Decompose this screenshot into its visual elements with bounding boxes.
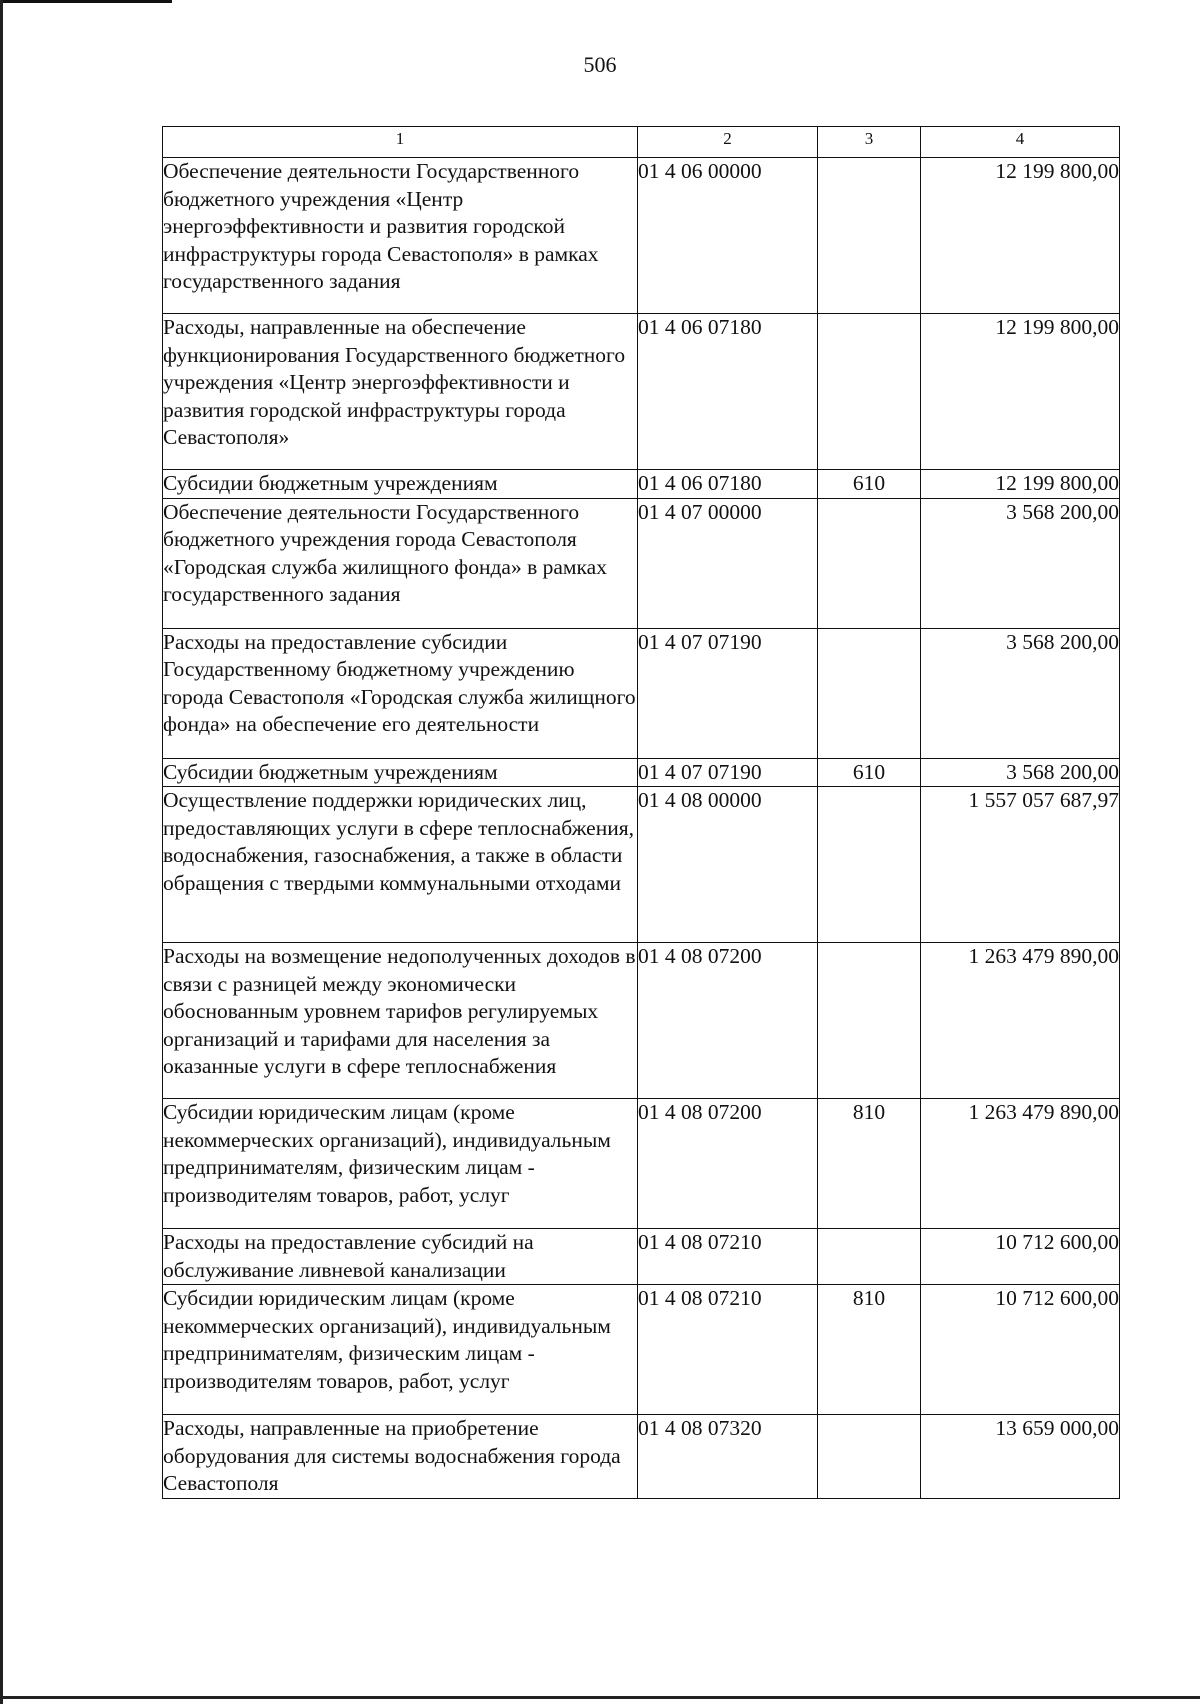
row-type-cell: 610 (818, 470, 921, 499)
row-sum-cell: 13 659 000,00 (921, 1415, 1120, 1499)
row-type-cell (818, 314, 921, 470)
row-name-cell: Расходы, направленные на приобретение оборудования для системы водоснабжения города Севастополя (163, 1415, 638, 1499)
row-code-cell: 01 4 07 00000 (638, 498, 818, 628)
row-sum-cell: 12 199 800,00 (921, 158, 1120, 314)
table-header (163, 127, 1120, 158)
row-code-cell: 01 4 08 07320 (638, 1415, 818, 1499)
table-row (163, 498, 1120, 628)
table-body (163, 158, 1120, 1499)
row-name-cell: Субсидии бюджетным учреждениям (163, 758, 638, 787)
row-name-cell: Субсидии юридическим лицам (кроме некоммерческих организаций), индивидуальным предпринимателям, физическим лицам - производителям товаров, работ, услуг (163, 1099, 638, 1229)
row-sum-cell: 3 568 200,00 (921, 758, 1120, 787)
row-sum-cell: 10 712 600,00 (921, 1229, 1120, 1285)
row-name-cell: Осуществление поддержки юридических лиц, предоставляющих услуги в сфере теплоснабжения, водоснабжения, газоснабжения, а также в области обращения с твердыми коммунальными отходами (163, 787, 638, 943)
row-sum-cell: 12 199 800,00 (921, 470, 1120, 499)
row-sum-cell: 3 568 200,00 (921, 498, 1120, 628)
row-sum-cell: 3 568 200,00 (921, 628, 1120, 758)
row-type-cell (818, 943, 921, 1099)
column-header-2: 2 (638, 127, 818, 158)
row-name-cell: Расходы, направленные на обеспечение функционирования Государственного бюджетного учреждения «Центр энергоэффективности и развития городской инфраструктуры города Севастополя» (163, 314, 638, 470)
row-name-cell: Расходы на предоставление субсидии Государственному бюджетному учреждению города Севастополя «Городская служба жилищного фонда» на обеспечение его деятельности (163, 628, 638, 758)
scan-edge-bottom (0, 1696, 1200, 1699)
table-row (163, 1415, 1120, 1499)
row-code-cell: 01 4 07 07190 (638, 628, 818, 758)
table-row (163, 1229, 1120, 1285)
row-sum-cell: 1 263 479 890,00 (921, 943, 1120, 1099)
row-type-cell (818, 158, 921, 314)
row-name-cell: Расходы на возмещение недополученных доходов в связи с разницей между экономически обоснованным уровнем тарифов регулируемых организаций и тарифами для населения за оказанные услуги в сфере теплоснабжения (163, 943, 638, 1099)
table-row (163, 1285, 1120, 1415)
column-header-3: 3 (818, 127, 921, 158)
row-sum-cell: 1 557 057 687,97 (921, 787, 1120, 943)
row-type-cell: 810 (818, 1099, 921, 1229)
row-code-cell: 01 4 06 07180 (638, 314, 818, 470)
row-name-cell: Обеспечение деятельности Государственного бюджетного учреждения «Центр энергоэффективности и развития городской инфраструктуры города Севастополя» в рамках государственного задания (163, 158, 638, 314)
row-code-cell: 01 4 07 07190 (638, 758, 818, 787)
row-code-cell: 01 4 06 07180 (638, 470, 818, 499)
header-row (163, 127, 1120, 158)
row-code-cell: 01 4 08 07200 (638, 1099, 818, 1229)
row-sum-cell: 10 712 600,00 (921, 1285, 1120, 1415)
row-sum-cell: 1 263 479 890,00 (921, 1099, 1120, 1229)
table-row (163, 758, 1120, 787)
row-type-cell (818, 498, 921, 628)
column-header-4: 4 (921, 127, 1120, 158)
budget-table (162, 126, 1120, 1499)
scan-edge-top (0, 0, 172, 3)
table-row (163, 470, 1120, 499)
row-type-cell (818, 628, 921, 758)
row-code-cell: 01 4 08 07210 (638, 1285, 818, 1415)
row-code-cell: 01 4 08 00000 (638, 787, 818, 943)
table-row (163, 158, 1120, 314)
table-row (163, 628, 1120, 758)
row-name-cell: Расходы на предоставление субсидий на обслуживание ливневой канализации (163, 1229, 638, 1285)
row-type-cell (818, 787, 921, 943)
row-type-cell (818, 1415, 921, 1499)
row-code-cell: 01 4 08 07200 (638, 943, 818, 1099)
row-type-cell (818, 1229, 921, 1285)
column-header-1: 1 (163, 127, 638, 158)
row-type-cell: 610 (818, 758, 921, 787)
row-name-cell: Субсидии юридическим лицам (кроме некоммерческих организаций), индивидуальным предпринимателям, физическим лицам - производителям товаров, работ, услуг (163, 1285, 638, 1415)
table-row (163, 314, 1120, 470)
row-code-cell: 01 4 06 00000 (638, 158, 818, 314)
row-name-cell: Субсидии бюджетным учреждениям (163, 470, 638, 499)
row-name-cell: Обеспечение деятельности Государственного бюджетного учреждения города Севастополя «Городская служба жилищного фонда» в рамках государственного задания (163, 498, 638, 628)
scan-edge-left (0, 0, 3, 1704)
table-row (163, 787, 1120, 943)
table-row (163, 943, 1120, 1099)
page-number: 506 (583, 52, 617, 77)
table-row (163, 1099, 1120, 1229)
row-type-cell: 810 (818, 1285, 921, 1415)
row-sum-cell: 12 199 800,00 (921, 314, 1120, 470)
row-code-cell: 01 4 08 07210 (638, 1229, 818, 1285)
